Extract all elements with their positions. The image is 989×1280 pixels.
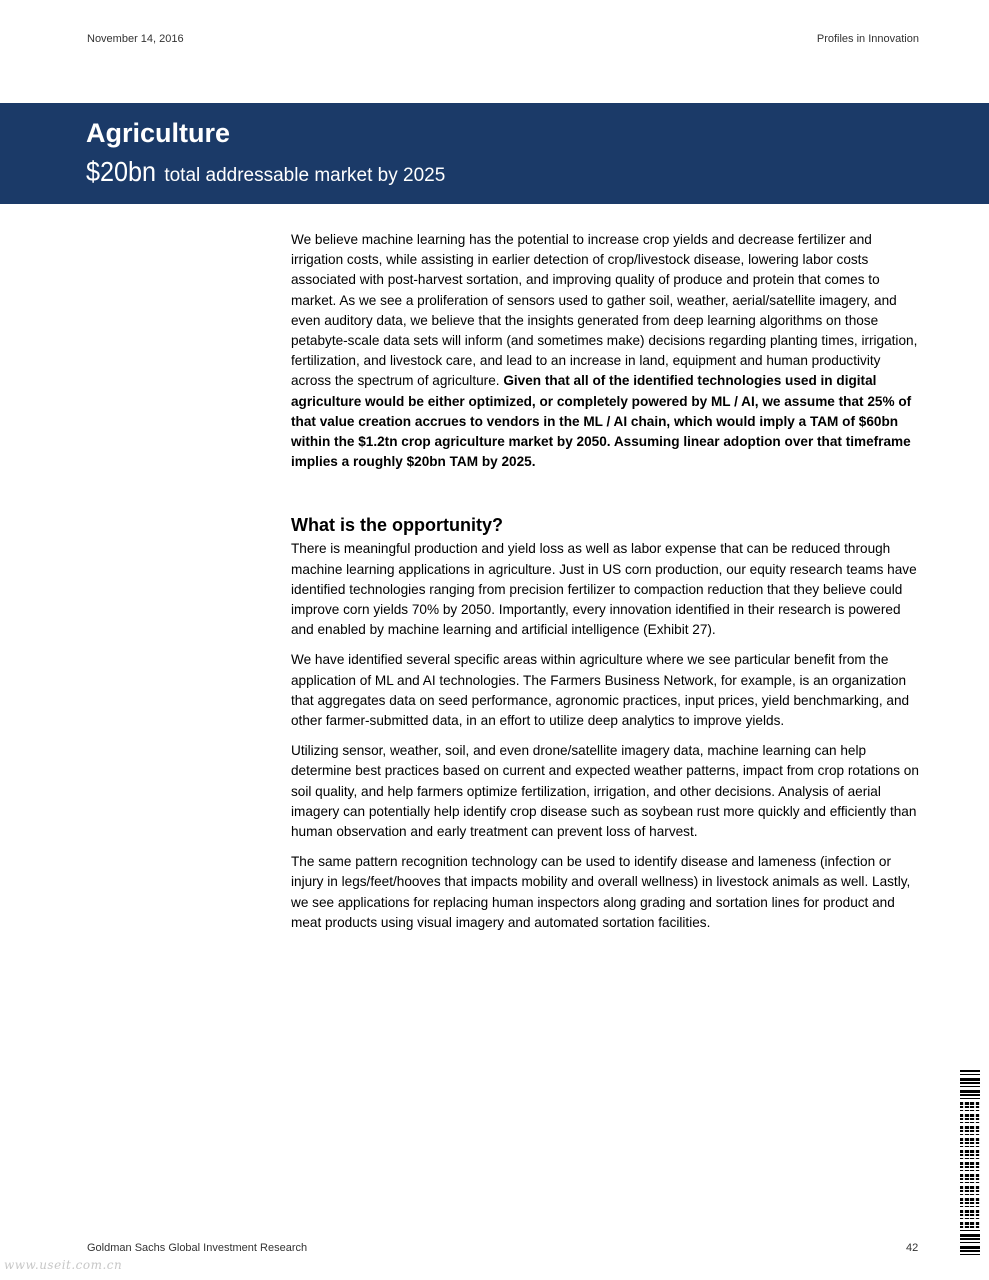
opportunity-paragraph-3: Utilizing sensor, weather, soil, and even drone/satellite imagery data, machine learning can help determine best practices based on current and expected weather patterns, impact from crop rotations on soil quality, and help farmers optimize fertilization, irrigation, and other decisions. Analysis of aerial imagery can potentially help identify crop disease such as soybean rust more quickly and efficiently than human observation and early treatment can prevent loss of harvest. — [291, 743, 919, 840]
footer-page-number: 42 — [906, 1242, 919, 1254]
intro-bold-text: Given that all of the identified technologies used in digital agriculture would be either optimized, or completely powered by ML / AI, we assume that 25% of that value creation accrues to vendors in the ML / AI chain, which would imply a TAM of $60bn within the $1.2tn crop agriculture market by 2050. Assuming linear adoption over that timeframe implies a roughly $20bn TAM by 2025. — [291, 373, 912, 470]
banner-subtitle — [86, 156, 445, 188]
intro-text: We believe machine learning has the potential to increase crop yields and decrease fertilizer and irrigation costs, while assisting in earlier detection of crop/livestock disease, lowering labor costs associated with post-harvest sortation, and improving quality of produce and protein that comes to market. As we see a proliferation of sensors used to gather soil, weather, aerial/satellite imagery, and even auditory data, we believe that the insights generated from deep learning algorithms on those petabyte-scale data sets will inform (and sometimes make) decisions regarding planting times, irrigation, fertilization, and livestock care, and lead to an increase in land, equipment and human productivity across the spectrum of agriculture. — [291, 232, 918, 389]
watermark: www.useit.com.cn — [4, 1258, 123, 1272]
header-date: November 14, 2016 — [87, 33, 184, 45]
main-content — [291, 230, 923, 943]
footer-publisher: Goldman Sachs Global Investment Research — [87, 1242, 308, 1254]
header-section-title: Profiles in Innovation — [816, 33, 919, 45]
section-banner — [0, 103, 989, 204]
tam-value: $20bn — [86, 156, 157, 187]
barcode-pattern — [960, 1100, 980, 1230]
opportunity-paragraph-2: We have identified several specific areas within agriculture where we see particular benefit from the application of ML and AI technologies. The Farmers Business Network, for example, is an organization that aggregates data on seed performance, agronomic practices, input prices, yield benchmarking, and other farmer-submitted data, in an effort to utilize deep analytics to improve yields. — [291, 652, 910, 729]
opportunity-heading: What is the opportunity? — [291, 515, 503, 536]
intro-paragraph — [291, 230, 923, 472]
tam-text: total addressable market by 2025 — [164, 165, 446, 186]
opportunity-paragraph-4: The same pattern recognition technology can be used to identify disease and lameness (infection or injury in legs/feet/hooves that impacts mobility and overall wellness) in livestock animals as well. Lastly, we see applications for replacing human inspectors along grading and sortation lines for product and meat products using visual imagery and automated sortation facilities. — [291, 854, 911, 930]
opportunity-paragraph-1: There is meaningful production and yield loss as well as labor expense that can be reduced through machine learning applications in agriculture. Just in US corn production, our equity research teams have identified technologies ranging from precision fertilizer to compaction reduction that they believe could improve corn yields 70% by 2050. Importantly, every innovation identified in their research is powered and enabled by machine learning and artificial intelligence (Exhibit 27). — [291, 541, 917, 638]
banner-title: Agriculture — [86, 118, 231, 148]
